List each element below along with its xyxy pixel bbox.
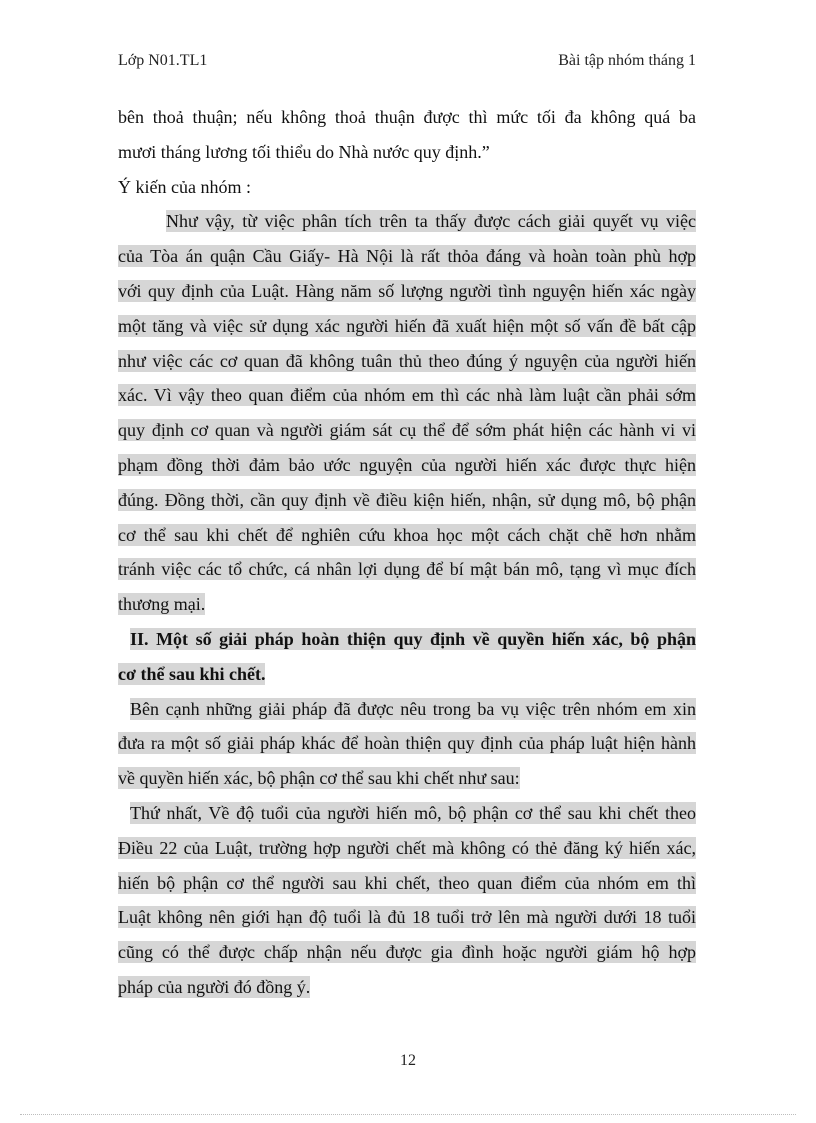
page-bottom-divider: [20, 1114, 796, 1115]
highlighted-line: cũng có thể được chấp nhận nếu được gia đình hoặc người giám hộ hợp: [118, 942, 696, 963]
page-header: [118, 52, 696, 74]
section-heading: II. Một số giải pháp hoàn thiện quy định về quyền hiến xác, bộ phận: [130, 628, 696, 649]
highlighted-line: hiến bộ phận cơ thể người sau khi chết, theo quan điểm của nhóm em thì: [118, 872, 696, 893]
highlighted-line: Bên cạnh những giải pháp đã được nêu trong ba vụ việc trên nhóm em xin: [130, 698, 696, 719]
highlighted-line: đưa ra một số giải pháp khác để hoàn thiện quy định của pháp luật hiện hành: [118, 733, 696, 754]
highlighted-line: pháp của người đó đồng ý.: [118, 976, 311, 997]
group-opinion-heading: Ý kiến của nhóm :: [118, 176, 251, 197]
section-heading: cơ thể sau khi chết.: [118, 663, 266, 684]
highlighted-line: một tăng và việc sử dụng xác người hiến đã xuất hiện một số vấn đề bất cập: [118, 315, 696, 336]
highlighted-line: cơ thể sau khi chết để nghiên cứu khoa học một cách chặt chẽ hơn nhằm: [118, 524, 696, 545]
page-number: 12: [400, 1052, 416, 1069]
highlighted-line: xác. Vì vậy theo quan điểm của nhóm em thì các nhà làm luật cần phải sớm: [118, 385, 696, 406]
body-line: bên thoả thuận; nếu không thoả thuận được thì mức tối đa không quá ba: [118, 107, 696, 127]
highlighted-line: phạm đồng thời đảm bảo ước nguyện của người hiến xác được thực hiện: [118, 454, 696, 475]
highlighted-line: của Tòa án quận Cầu Giấy- Hà Nội là rất thỏa đáng và hoàn toàn phù hợp: [118, 246, 696, 267]
highlighted-line: Luật không nên giới hạn độ tuổi là đủ 18 tuổi trở lên mà người dưới 18 tuổi: [118, 907, 696, 928]
header-assignment-label: Bài tập nhóm tháng 1: [558, 52, 696, 69]
highlighted-line: Thứ nhất, Về độ tuổi của người hiến mô, bộ phận cơ thể sau khi chết theo: [130, 802, 696, 823]
document-body: [118, 100, 696, 1005]
highlighted-line: với quy định của Luật. Hàng năm số lượng người tình nguyện hiến xác ngày: [118, 280, 696, 301]
highlighted-line: quy định cơ quan và người giám sát cụ thể để sớm phát hiện các hành vi vi: [118, 420, 696, 441]
highlighted-line: Như vậy, từ việc phân tích trên ta thấy được cách giải quyết vụ việc: [166, 211, 696, 232]
highlighted-line: Điều 22 của Luật, trường hợp người chết mà không có thẻ đăng ký hiến xác,: [118, 837, 696, 858]
highlighted-line: tránh việc các tổ chức, cá nhân lợi dụng để bí mật bán mô, tạng vì mục đích: [118, 559, 696, 580]
highlighted-line: về quyền hiến xác, bộ phận cơ thể sau khi chết như sau:: [118, 768, 520, 789]
highlighted-line: như việc các cơ quan đã không tuân thủ theo đúng ý nguyện của người hiến: [118, 350, 696, 371]
highlighted-line: thương mại.: [118, 594, 206, 615]
body-line: mươi tháng lương tối thiểu do Nhà nước quy định.”: [118, 141, 490, 162]
header-class-label: Lớp N01.TL1: [118, 52, 208, 69]
highlighted-line: đúng. Đồng thời, cần quy định về điều kiện hiến, nhận, sử dụng mô, bộ phận: [118, 489, 696, 510]
